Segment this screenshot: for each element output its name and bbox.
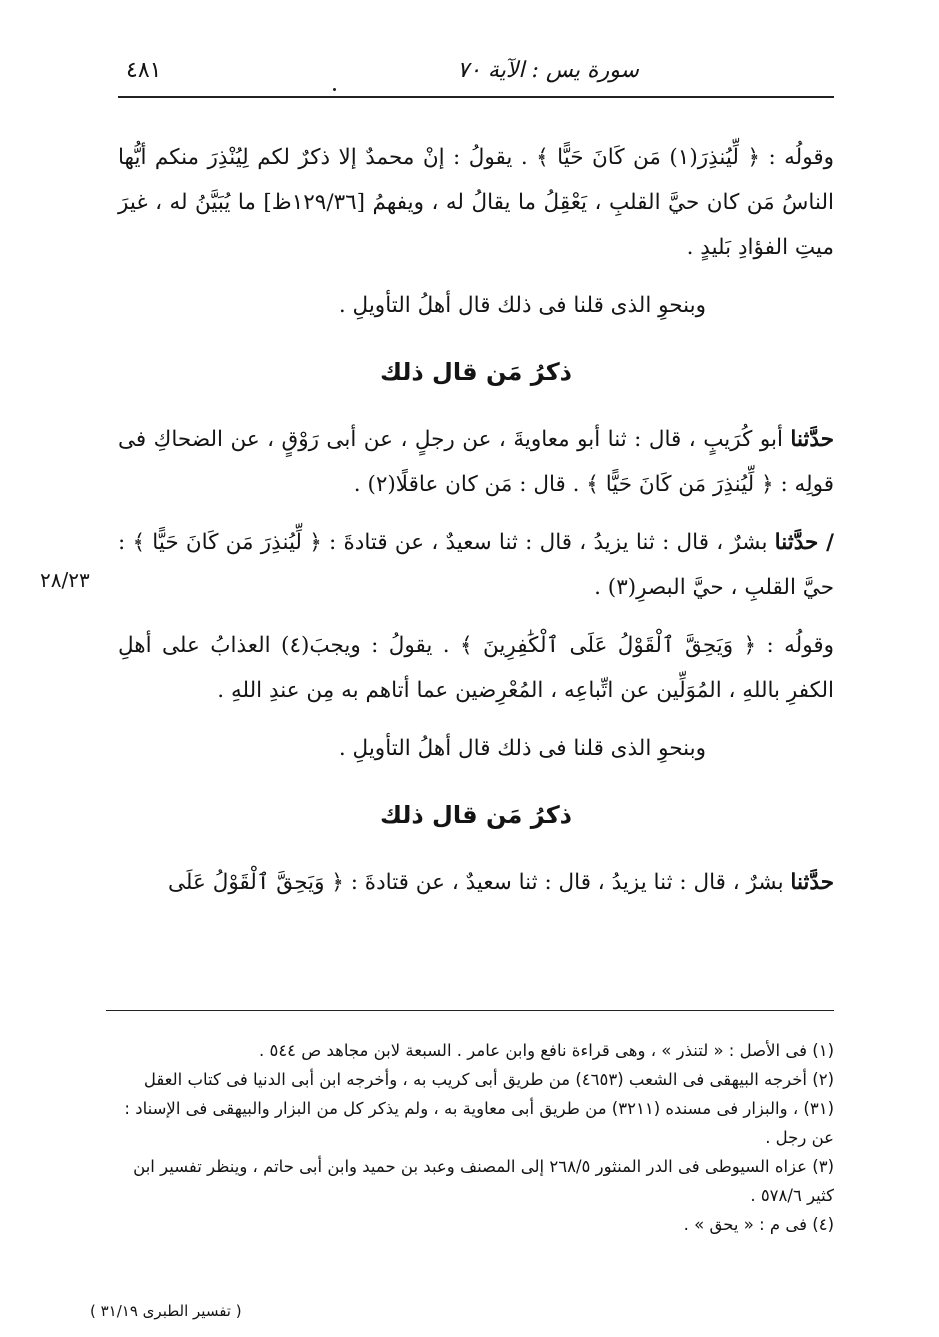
paragraph-2: وبنحوِ الذى قلنا فى ذلك قال أهلُ التأويلِ . — [338, 293, 706, 318]
paragraph-3 — [118, 417, 834, 507]
main-text — [118, 135, 834, 905]
paragraph-6: وبنحوِ الذى قلنا فى ذلك قال أهلُ التأويلِ . — [338, 736, 706, 761]
isnad-lead-3: حدَّثنا — [790, 870, 834, 895]
running-title: سورة يس : الآية ٧٠ — [457, 58, 639, 83]
footnote-4: (٤) فى م : « يحق » . — [683, 1215, 834, 1234]
isnad-lead-1: حدَّثنا — [790, 427, 834, 452]
header-dot — [333, 88, 336, 91]
paragraph-5: وقولُه : ﴿ وَيَحِقَّ ٱلْقَوْلُ عَلَى ٱلْكَٰفِرِينَ ﴾ . يقولُ : ويجبَ(٤) العذابُ على أهلِ الكفرِ باللهِ ، المُوَلِّين عن اتِّباعِه ، المُعْرِضين عما أتاهم به مِن عندِ اللهِ . — [118, 633, 835, 703]
section-heading-2: ذكرُ مَن قال ذلك — [380, 801, 572, 829]
footnotes — [118, 1036, 834, 1239]
page-footer: ( تفسير الطبرى ٣١/١٩ ) — [90, 1302, 242, 1320]
footnote-1: (١) فى الأصل : « لتنذر » ، وهى قراءة نافع وابن عامر . السبعة لابن مجاهد ص ٥٤٤ . — [258, 1041, 834, 1060]
footnote-3: (٣) عزاه السيوطى فى الدر المنثور ٢٦٨/٥ إلى المصنف وعبد بن حميد وابن أبى حاتم ، وينظر تفسير ابن كثير ٥٧٨/٦ . — [133, 1157, 834, 1205]
page-header — [118, 52, 834, 98]
paragraph-7-text: بشرٌ ، قال : ثنا يزيدُ ، قال : ثنا سعيدٌ ، عن قتادةَ : ﴿ وَيَحِقَّ ٱلْقَوْلُ عَلَى — [168, 870, 791, 895]
margin-reference: ٢٨/٢٣ — [40, 568, 90, 592]
isnad-lead-2: / حدَّثنا — [774, 530, 835, 555]
paragraph-1: وقولُه : ﴿ لِّيُنذِرَ(١) مَن كَانَ حَيًّا ﴾ . يقولُ : إنْ محمدٌ إلا ذكرٌ لكم لِيُنْذِرَ منكم أيُّها الناسُ مَن كان حيَّ القلبِ ، يَعْقِلُ ما يقالُ له ، ويفهمُ [١٢٩/٣٦ظ] ما يُبَيَّنُ له ، غيرَ ميتِ الفؤادِ بَليدٍ . — [118, 145, 834, 260]
footnote-2: (٢) أخرجه البيهقى فى الشعب (٤٦٥٣) من طريق أبى كريب به ، وأخرجه ابن أبى الدنيا فى كتاب العقل (٣١) ، والبزار فى مسنده (٣٢١١) من طريق أبى معاوية به ، ولم يذكر كل من البزار والبيهقى فى الإسناد : عن رجل . — [124, 1070, 834, 1147]
paragraph-4 — [118, 520, 834, 610]
paragraph-7 — [118, 860, 834, 905]
section-heading-1: ذكرُ مَن قال ذلك — [380, 358, 572, 386]
paragraph-3-text: أبو كُرَيبٍ ، قال : ثنا أبو معاويةَ ، عن رجلٍ ، عن أبى رَوْقٍ ، عن الضحاكِ فى قولِه : ﴿ لِّيُنذِرَ مَن كَانَ حَيًّا ﴾ . قال : مَن كان عاقلًا(٢) . — [118, 427, 834, 497]
page-number: ٤٨١ — [126, 58, 162, 83]
footnote-divider — [106, 1010, 834, 1011]
paragraph-4-text: بشرٌ ، قال : ثنا يزيدُ ، قال : ثنا سعيدٌ ، عن قتادةَ : ﴿ لِّيُنذِرَ مَن كَانَ حَيًّا ﴾ : حيَّ القلبِ ، حيَّ البصرِ(٣) . — [118, 530, 834, 600]
